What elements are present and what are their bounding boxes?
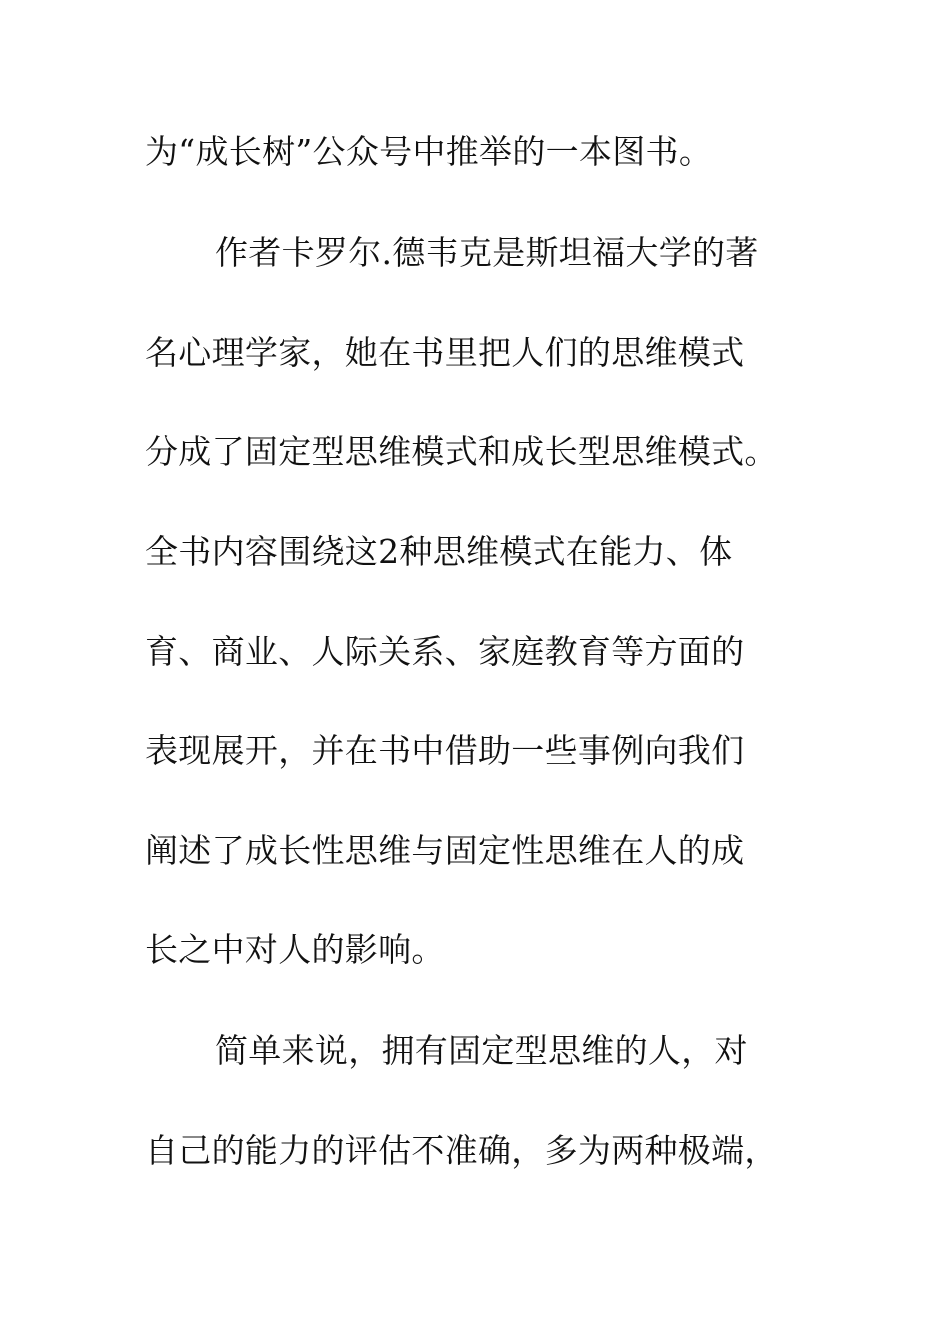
- text-line-4: 分成了固定型思维模式和成长型思维模式。: [145, 432, 778, 471]
- text-line-7: 表现展开，并在书中借助一些事例向我们: [145, 731, 745, 770]
- text-line-8: 阐述了成长性思维与固定性思维在人的成: [145, 831, 745, 870]
- text-line-1: 为“成长树”公众号中推举的一本图书。: [145, 132, 713, 171]
- text-line-3: 名心理学家，她在书里把人们的思维模式: [145, 333, 745, 372]
- text-line-6: 育、商业、人际关系、家庭教育等方面的: [145, 632, 745, 671]
- text-line-9: 长之中对人的影响。: [145, 930, 445, 969]
- text-line-5: 全书内容围绕这2种思维模式在能力、体: [145, 532, 733, 571]
- text-line-2: 作者卡罗尔.德韦克是斯坦福大学的著: [215, 233, 759, 272]
- text-line-10: 简单来说，拥有固定型思维的人，对: [215, 1031, 748, 1070]
- text-line-11: 自己的能力的评估不准确，多为两种极端，: [145, 1131, 778, 1170]
